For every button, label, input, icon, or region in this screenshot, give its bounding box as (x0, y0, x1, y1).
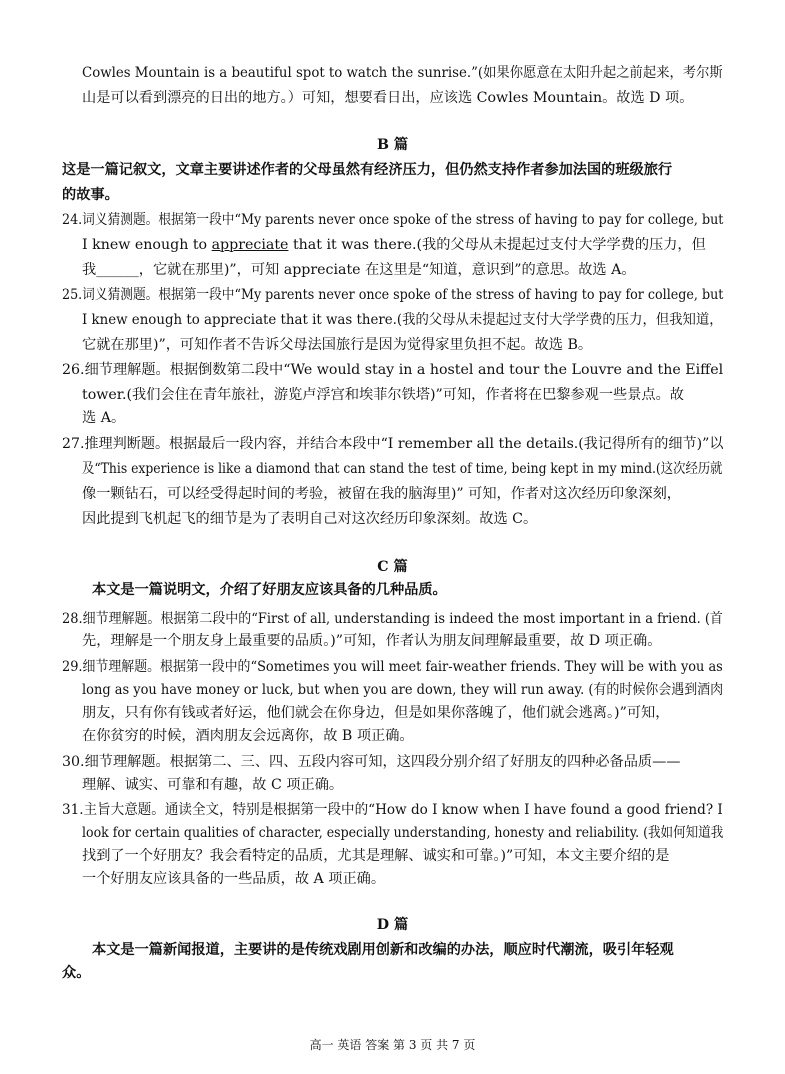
answer-29: 朋友，只有你有钱或者好运，他们就会在你身边，但是如果你落魄了，他们就会逃离。)”可知， (82, 705, 670, 721)
section-b-summary: 这是一篇记叙文，文章主要讲述作者的父母虽然有经济压力，但仍然支持作者参加法国的班级旅行 (62, 162, 673, 178)
answer-28: 28.细节理解题。根据第二段中的“First of all, understanding is indeed the most important in a friend. (首 (62, 611, 723, 627)
text-span: I knew enough to (82, 237, 212, 253)
answer-27: 像一颗钻石，可以经受得起时间的考验，被留在我的脑海里)” 可知，作者对这次经历印象深刻， (82, 486, 681, 502)
answer-24: 24.词义猜测题。根据第一段中“My parents never once spoke of the stress of having to pay for college, but (62, 212, 724, 228)
section-c-heading: C 篇 (377, 559, 408, 575)
underlined-word: appreciate (211, 237, 289, 253)
section-d-heading: D 篇 (376, 917, 409, 933)
answer-29: 在你贫穷的时候，酒肉朋友会远离你，故 B 项正确。 (82, 728, 414, 744)
text-line: Cowles Mountain is a beautiful spot to watch the sunrise.”(如果你愿意在太阳升起之前起来，考尔斯 (82, 65, 723, 81)
answer-24 (82, 235, 706, 255)
section-c-summary: 本文是一篇说明文，介绍了好朋友应该具备的几种品质。 (92, 582, 447, 598)
answer-31: 31.主旨大意题。通读全文，特别是根据第一段中的“How do I know when I have found a good friend? I (62, 802, 723, 818)
section-b-summary: 的故事。 (62, 187, 119, 203)
answer-25: I knew enough to appreciate that it was there.(我的父母从未提起过支付大学学费的压力，但我知道， (82, 312, 723, 328)
answer-30: 30.细节理解题。根据第二、三、四、五段内容可知，这四段分别介绍了好朋友的四种必备品质—— (62, 754, 681, 770)
answer-27: 及“This experience is like a diamond that can stand the test of time, being kept in my mind.(这次经历就 (82, 461, 723, 477)
answer-26: 选 A。 (82, 410, 126, 426)
answer-31: 找到了一个好朋友？我会看特定的品质，尤其是理解、诚实和可靠。)”可知，本文主要介绍的是 (82, 848, 670, 864)
answer-26: 26.细节理解题。根据倒数第二段中“We would stay in a hostel and tour the Louvre and the Eiffel (62, 362, 724, 378)
answer-31: look for certain qualities of character, especially understanding, honesty and reliability. (我如何知道我 (82, 825, 724, 841)
answer-27: 27.推理判断题。根据最后一段内容，并结合本段中“I remember all the details.(我记得所有的细节)”以 (62, 436, 724, 452)
answer-30: 理解、诚实、可靠和有趣，故 C 项正确。 (82, 777, 344, 793)
text-line: 山是可以看到漂亮的日出的地方。）可知，想要看日出，应该选 Cowles Mountain。故选 D 项。 (82, 90, 694, 106)
section-d-summary: 本文是一篇新闻报道，主要讲的是传统戏剧用创新和改编的办法，顺应时代潮流，吸引年轻观 (92, 942, 674, 958)
answer-25: 25.词义猜测题。根据第一段中“My parents never once spoke of the stress of having to pay for college, but (62, 287, 724, 303)
answer-24: 我______，它就在那里)”，可知 appreciate 在这里是“知道，意识到”的意思。故选 A。 (82, 262, 636, 278)
text-span: that it was there.(我的父母从未提起过支付大学学费的压力，但 (288, 237, 706, 253)
answer-25: 它就在那里)”，可知作者不告诉父母法国旅行是因为觉得家里负担不起。故选 B。 (82, 337, 593, 353)
answer-28: 先，理解是一个朋友身上最重要的品质。)”可知，作者认为朋友间理解最重要，故 D 项正确。 (82, 633, 662, 649)
answer-27: 因此提到飞机起飞的细节是为了表明自己对这次经历印象深刻。故选 C。 (82, 511, 538, 527)
answer-31: 一个好朋友应该具备的一些品质，故 A 项正确。 (82, 871, 386, 887)
answer-29: 29.细节理解题。根据第一段中的“Sometimes you will meet fair-weather friends. They will be with you as (62, 659, 723, 675)
page-footer: 高一 英语 答案 第 3 页 共 7 页 (309, 1038, 476, 1052)
section-b-heading: B 篇 (376, 137, 409, 153)
answer-26: tower.(我们会住在青年旅社，游览卢浮宫和埃菲尔铁塔)”可知，作者将在巴黎参观一些景点。故 (82, 387, 684, 403)
answer-29: long as you have money or luck, but when you are down, they will run away. (有的时候你会遇到酒肉 (82, 682, 724, 698)
section-d-summary: 众。 (62, 965, 91, 981)
